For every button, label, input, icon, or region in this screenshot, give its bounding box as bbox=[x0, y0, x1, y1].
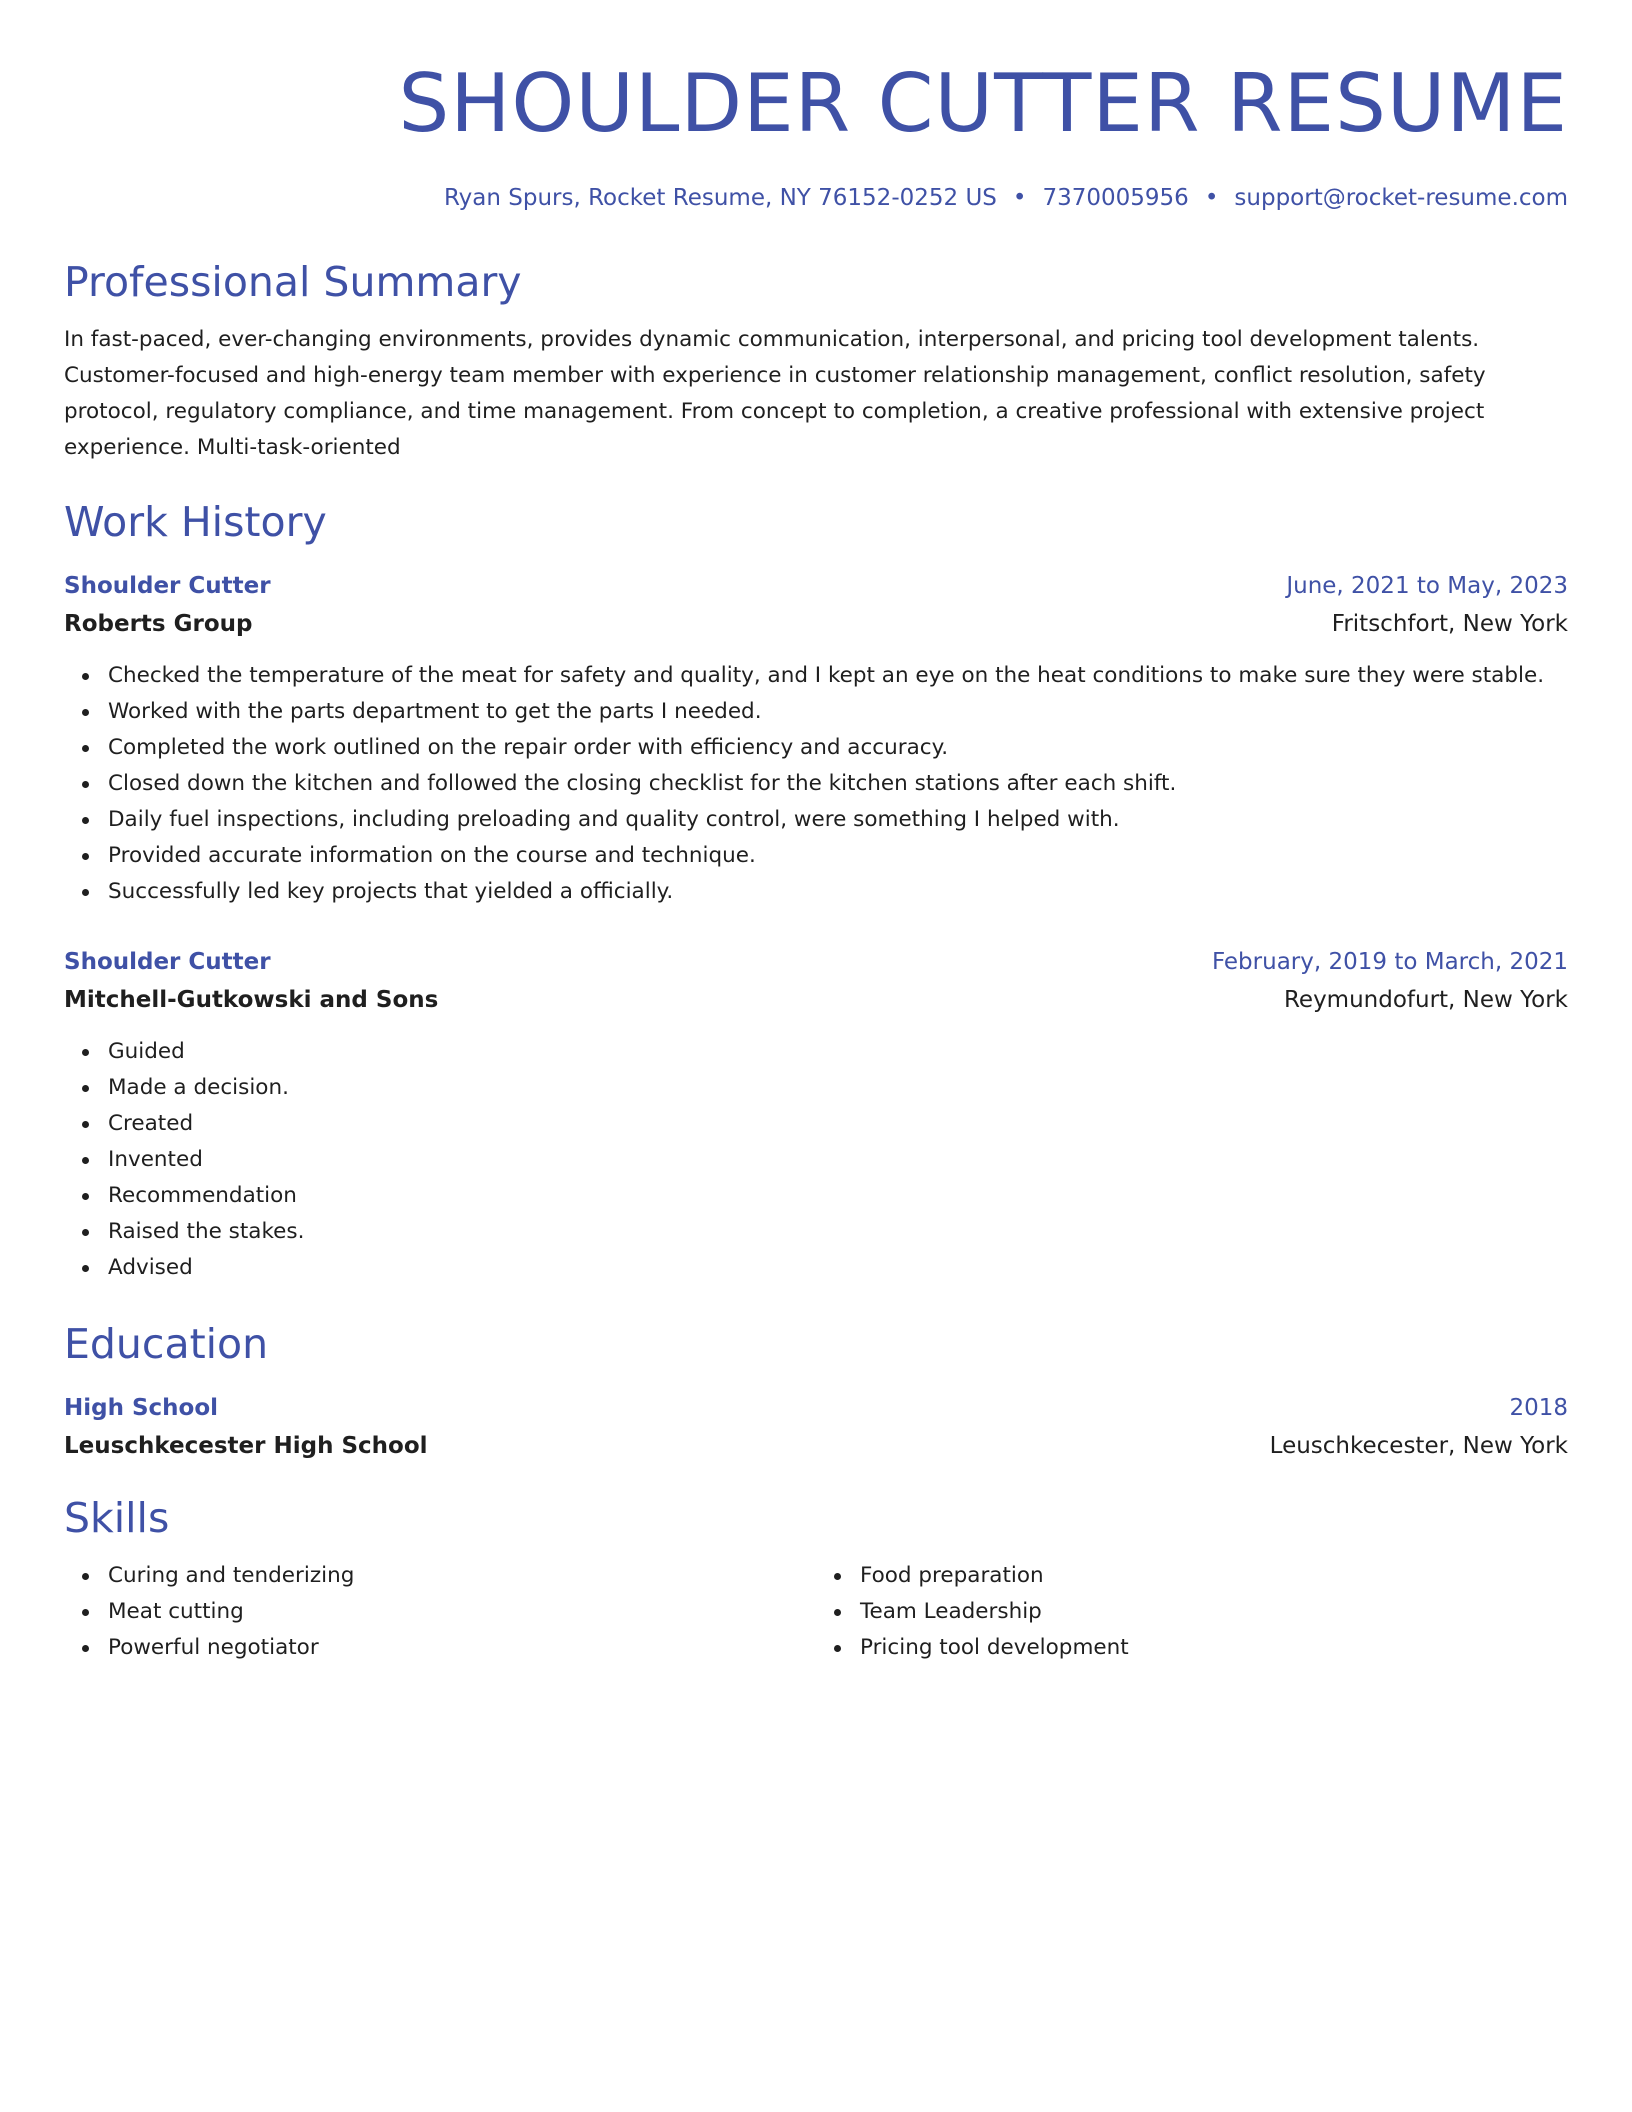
contact-separator: • bbox=[1012, 185, 1027, 211]
job-bullet: Raised the stakes. bbox=[108, 1214, 1568, 1250]
job-bullet: Guided bbox=[108, 1034, 1568, 1070]
job-bullet: Advised bbox=[108, 1250, 1568, 1286]
job-location: Reymundofurt, New York bbox=[1283, 987, 1568, 1013]
work-history-heading: Work History bbox=[64, 498, 327, 546]
contact-address: Ryan Spurs, Rocket Resume, NY 76152-0252 US bbox=[443, 185, 997, 211]
job-company: Roberts Group bbox=[64, 611, 253, 637]
contact-phone: 7370005956 bbox=[1042, 185, 1189, 211]
skill-item: Meat cutting bbox=[108, 1594, 816, 1630]
education-location: Leuschkecester, New York bbox=[1269, 1433, 1568, 1459]
job-title: Shoulder Cutter bbox=[64, 573, 271, 599]
skill-item: Curing and tenderizing bbox=[108, 1558, 816, 1594]
job-bullet: Provided accurate information on the course and technique. bbox=[108, 838, 1568, 874]
summary-heading: Professional Summary bbox=[64, 258, 522, 306]
skill-item: Powerful negotiator bbox=[108, 1630, 816, 1666]
contact-email: support@rocket-resume.com bbox=[1234, 185, 1568, 211]
skill-item: Food preparation bbox=[860, 1558, 1568, 1594]
skill-item: Pricing tool development bbox=[860, 1630, 1568, 1666]
job-dates: February, 2019 to March, 2021 bbox=[1211, 949, 1568, 975]
job-title: Shoulder Cutter bbox=[64, 949, 271, 975]
job-bullet: Created bbox=[108, 1106, 1568, 1142]
job-location: Fritschfort, New York bbox=[1331, 611, 1568, 637]
summary-text: In fast-paced, ever-changing environments, provides dynamic communication, interpersonal, and pricing tool development talents. Customer-focused and high-energy team member with experience in customer relationship management, conflict resolution, safety protocol, regulatory compliance, and time management. From concept to completion, a creative professional with extensive project experience. Multi-task-oriented bbox=[64, 327, 1486, 460]
contact-separator: • bbox=[1204, 185, 1219, 211]
job-bullet: Closed down the kitchen and followed the closing checklist for the kitchen stations after each shift. bbox=[108, 766, 1568, 802]
education-school: Leuschkecester High School bbox=[64, 1433, 428, 1459]
skills-heading: Skills bbox=[64, 1494, 170, 1542]
education-degree: High School bbox=[64, 1395, 219, 1421]
skills-column-right bbox=[816, 1558, 1568, 1666]
job-bullets bbox=[64, 1034, 1568, 1286]
resume-header bbox=[64, 56, 1568, 214]
job-bullet: Checked the temperature of the meat for safety and quality, and I kept an eye on the heat conditions to make sure they were stable. bbox=[108, 658, 1568, 694]
job-bullet: Made a decision. bbox=[108, 1070, 1568, 1106]
skills-column-left bbox=[64, 1558, 816, 1666]
job-bullet: Successfully led key projects that yielded a officially. bbox=[108, 874, 1568, 910]
job-bullet: Worked with the parts department to get the parts I needed. bbox=[108, 694, 1568, 730]
job-dates: June, 2021 to May, 2023 bbox=[1286, 573, 1568, 599]
resume-title: SHOULDER CUTTER RESUME bbox=[398, 57, 1568, 150]
skill-item: Team Leadership bbox=[860, 1594, 1568, 1630]
job-entry bbox=[64, 568, 1568, 910]
job-bullets bbox=[64, 658, 1568, 910]
job-company: Mitchell-Gutkowski and Sons bbox=[64, 987, 439, 1013]
job-bullet: Daily fuel inspections, including preloading and quality control, were something I helped with. bbox=[108, 802, 1568, 838]
job-bullet: Recommendation bbox=[108, 1178, 1568, 1214]
contact-line bbox=[64, 182, 1568, 214]
job-bullet: Invented bbox=[108, 1142, 1568, 1178]
skills-list bbox=[64, 1558, 1568, 1666]
education-year: 2018 bbox=[1509, 1395, 1568, 1421]
job-entry bbox=[64, 944, 1568, 1286]
education-heading: Education bbox=[64, 1320, 269, 1368]
job-bullet: Completed the work outlined on the repair order with efficiency and accuracy. bbox=[108, 730, 1568, 766]
education-entry bbox=[64, 1390, 1568, 1466]
